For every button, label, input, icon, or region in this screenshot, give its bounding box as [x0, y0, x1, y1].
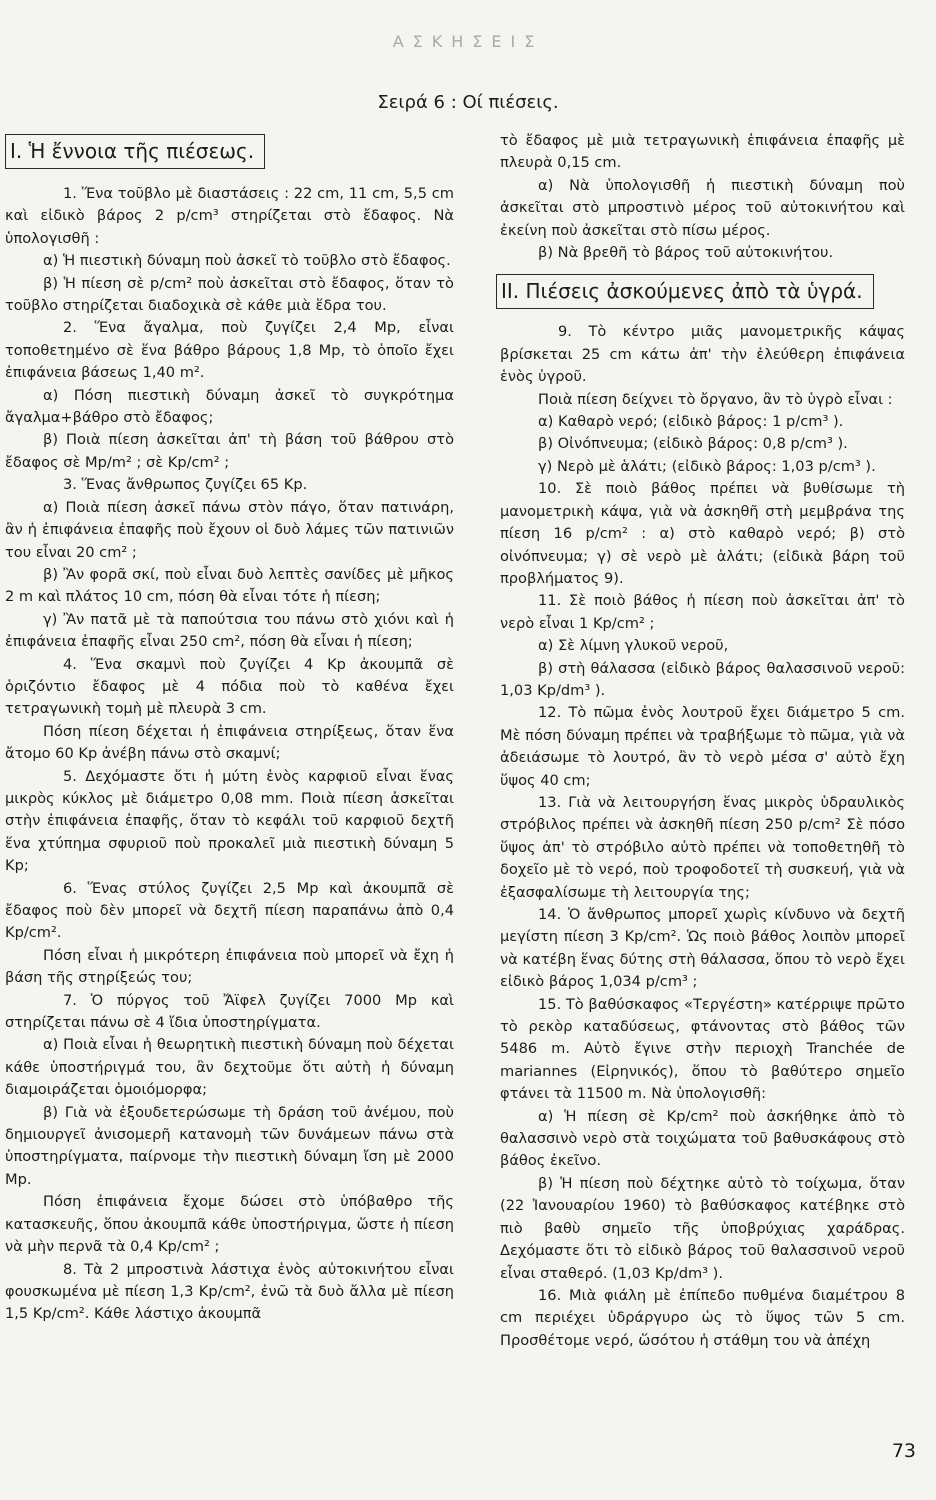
exercise-paragraph: 14. Ὁ ἄνθρωπος μπορεῖ χωρὶς κίνδυνο νὰ δεχτῆ μεγίστη πίεση 3 Kp/cm². Ὡς ποιὸ βάθος λοιπὸν μπορεῖ νὰ κατέβη ἕνας δύτης στὴ θάλασσα, ὅπου τὸ νερὸ ἔχει εἰδικὸ βάρος 1,034 p/cm³ ;	[500, 906, 905, 991]
page-header: ΑΣΚΗΣΕΙΣ	[392, 32, 544, 51]
exercise-paragraph: β) Νὰ βρεθῆ τὸ βάρος τοῦ αὐτοκινήτου.	[538, 244, 834, 262]
exercise-paragraph: β) Οἰνόπνευμα; (εἰδικὸ βάρος: 0,8 p/cm³ ).	[538, 435, 848, 453]
left-column	[5, 130, 454, 1326]
exercise-paragraph: 5. Δεχόμαστε ὅτι ἡ μύτη ἑνὸς καρφιοῦ εἶναι ἕνας μικρὸς κύκλος μὲ διάμετρο 0,08 mm. Ποιὰ πίεση ἀσκεῖται στὴν ἐπιφάνεια ἐπαφῆς, ὅταν τὸ κεφάλι τοῦ καρφιοῦ δεχτῆ ἕνα χτύπημα σφυριοῦ ποὺ προκαλεῖ μιὰ πιεστικὴ δύναμη 5 Kp;	[5, 767, 454, 875]
exercise-paragraph: β) Ἡ πίεση ποὺ δέχτηκε αὐτὸ τὸ τοίχωμα, ὅταν (22 Ἰανουαρίου 1960) τὸ βαθύσκαφος κατέβηκε στὸ πιὸ βαθὺ σημεῖο τῆς ὑποβρύχιας χαράδρας. Δεχόμαστε ὅτι τὸ εἰδικὸ βάρος τοῦ θαλασσινοῦ νεροῦ εἶναι σταθερό. (1,03 Kp/dm³ ).	[500, 1174, 905, 1282]
exercise-paragraph: 6. Ἕνας στύλος ζυγίζει 2,5 Mp καὶ ἀκουμπᾶ σὲ ἔδαφος ποὺ δὲν μπορεῖ νὰ δεχτῆ πίεση παραπάνω ἀπὸ 0,4 Kp/cm².	[5, 879, 454, 942]
section-title-1: Ι. Ἡ ἔννοια τῆς πιέσεως.	[5, 134, 265, 169]
exercise-paragraph: 3. Ἕνας ἄνθρωπος ζυγίζει 65 Kp.	[63, 476, 308, 494]
exercise-paragraph: τὸ ἔδαφος μὲ μιὰ τετραγωνικὴ ἐπιφάνεια ἐπαφῆς μὲ πλευρὰ 0,15 cm.	[500, 132, 905, 172]
exercise-paragraph: β) Ἡ πίεση σὲ p/cm² ποὺ ἀσκεῖται στὸ ἔδαφος, ὅταν τὸ τοῦβλο στηρίζεται διαδοχικὰ σὲ κάθε μιὰ ἕδρα του.	[5, 274, 454, 315]
exercise-paragraph: β) Ποιὰ πίεση ἀσκεῖται ἀπ' τὴ βάση τοῦ βάθρου στὸ ἔδαφος σὲ Mp/m² ; σὲ Kp/cm² ;	[5, 431, 454, 471]
exercise-paragraph: γ) Νερὸ μὲ ἁλάτι; (εἰδικὸ βάρος: 1,03 p/cm³ ).	[538, 457, 876, 475]
exercise-paragraph: 2. Ἕνα ἄγαλμα, ποὺ ζυγίζει 2,4 Mp, εἶναι τοποθετημένο σὲ ἕνα βάθρο βάρους 1,8 Mp, τὸ ὁποῖο ἔχει ἐπιφάνεια βάσεως 1,40 m².	[5, 319, 454, 382]
page-number: 73	[891, 1440, 916, 1462]
exercise-paragraph: 7. Ὁ πύργος τοῦ Ἄϊφελ ζυγίζει 7000 Mp καὶ στηρίζεται πάνω σὲ 4 ἴδια ὑποστηρίγματα.	[5, 991, 454, 1032]
exercise-paragraph: α) Ἡ πιεστικὴ δύναμη ποὺ ἀσκεῖ τὸ τοῦβλο στὸ ἔδαφος.	[43, 252, 451, 270]
exercise-paragraph: α) Ποιὰ πίεση ἀσκεῖ πάνω στὸν πάγο, ὅταν πατινάρη, ἂν ἡ ἐπιφάνεια ἐπαφῆς ποὺ ἔχουν οἱ δυὸ λάμες τῶν πατινιῶν του εἶναι 20 cm² ;	[5, 498, 454, 561]
exercise-paragraph: α) Σὲ λίμνη γλυκοῦ νεροῦ,	[538, 637, 729, 655]
exercise-paragraph: 16. Μιὰ φιάλη μὲ ἐπίπεδο πυθμένα διαμέτρου 8 cm περιέχει ὑδράργυρο ὡς τὸ ὕψος τῶν 5 cm. Προσθέτομε νερό, ὥσότου ἡ στάθμη του νὰ ἀπέχη	[500, 1286, 905, 1349]
exercise-paragraph: α) Καθαρὸ νερό; (εἰδικὸ βάρος: 1 p/cm³ ).	[538, 413, 844, 431]
exercise-paragraph: 10. Σὲ ποιὸ βάθος πρέπει νὰ βυθίσωμε τὴ μανομετρικὴ κάψα, γιὰ νὰ ἀσκηθῆ στὴ μεμβράνα της πίεση 16 p/cm² : α) στὸ καθαρὸ νερό; β) στὸ οἰνόπνευμα; γ) σὲ νερὸ μὲ ἁλάτι; (εἰδικὰ βάρη τοῦ προβλήματος 9).	[500, 480, 905, 587]
exercise-paragraph: 9. Τὸ κέντρο μιᾶς μανομετρικῆς κάψας βρίσκεται 25 cm κάτω ἀπ' τὴν ἐλεύθερη ἐπιφάνεια ἑνὸς ὑγροῦ.	[500, 323, 905, 386]
exercise-paragraph: α) Νὰ ὑπολογισθῆ ἡ πιεστικὴ δύναμη ποὺ ἀσκεῖται στὸ μπροστινὸ μέρος τοῦ αὐτοκινήτου καὶ ἐκείνη ποὺ ἀσκεῖται στὸ πίσω μέρος.	[500, 176, 905, 239]
section-title-2: ΙΙ. Πιέσεις ἀσκούμενες ἀπὸ τὰ ὑγρά.	[496, 274, 874, 309]
exercise-paragraph: β) Γιὰ νὰ ἐξουδετερώσωμε τὴ δράση τοῦ ἀνέμου, ποὺ δημιουργεῖ ἀνισομερῆ κατανομὴ τῶν δυνάμεων πάνω στὰ ὑποστηρίγματα, παίρνομε τὴν πιεστικὴ δύναμη ἴση μὲ 2000 Mp.	[5, 1103, 454, 1188]
exercise-paragraph: β) στὴ θάλασσα (εἰδικὸ βάρος θαλασσινοῦ νεροῦ: 1,03 Kp/dm³ ).	[500, 659, 905, 699]
series-title: Σειρά 6 : Οί πιέσεις.	[377, 92, 559, 113]
exercise-paragraph: α) Πόση πιεστικὴ δύναμη ἀσκεῖ τὸ συγκρότημα ἄγαλμα+βάθρο στὸ ἔδαφος;	[5, 386, 454, 427]
exercise-paragraph: 11. Σὲ ποιὸ βάθος ἡ πίεση ποὺ ἀσκεῖται ἀπ' τὸ νερὸ εἶναι 1 Kp/cm² ;	[500, 592, 905, 632]
exercise-paragraph: 13. Γιὰ νὰ λειτουργήση ἕνας μικρὸς ὑδραυλικὸς στρόβιλος πρέπει νὰ ἀσκηθῆ πίεση 250 p/cm² Σὲ πόσο ὕψος ἀπ' τὸ στρόβιλο αὐτὸ πρέπει νὰ τοποθετηθῆ τὸ δοχεῖο μὲ τὸ νερό, ποὺ τροφοδοτεῖ τὴ συσκευή, γιὰ νὰ ἐξασφαλίσωμε τὴ λειτουργία της;	[500, 793, 905, 901]
exercise-paragraph: 15. Τὸ βαθύσκαφος «Τεργέστη» κατέρριψε πρῶτο τὸ ρεκὸρ καταδύσεως, φτάνοντας στὸ βάθος τῶν 5486 m. Αὐτὸ ἔγινε στὴν περιοχὴ Tranchée de mariannes (Εἰρηνικός), ὅπου τὸ βαθύτερο σημεῖο φτάνει τὰ 11500 m. Νὰ ὑπολογισθῆ:	[500, 995, 905, 1103]
exercise-paragraph: Πόση ἐπιφάνεια ἔχομε δώσει στὸ ὑπόβαθρο τῆς κατασκευῆς, ὅπου ἀκουμπᾶ κάθε ὑποστήριγμα, ὥστε ἡ πίεση νὰ μὴν περνᾶ τὰ 0,4 Kp/cm² ;	[5, 1193, 454, 1256]
exercise-paragraph: 4. Ἕνα σκαμνὶ ποὺ ζυγίζει 4 Kp ἀκουμπᾶ σὲ ὁριζόντιο ἔδαφος μὲ 4 πόδια ποὺ τὸ καθένα ἔχει τετραγωνικὴ τομὴ μὲ πλευρὰ 3 cm.	[5, 655, 454, 718]
exercise-paragraph: 1. Ἕνα τοῦβλο μὲ διαστάσεις : 22 cm, 11 cm, 5,5 cm καὶ εἰδικὸ βάρος 2 p/cm³ στηρίζεται στὸ ἔδαφος. Νὰ ὑπολογισθῆ :	[5, 185, 454, 247]
right-column	[500, 130, 905, 1352]
exercise-paragraph: Πόση πίεση δέχεται ἡ ἐπιφάνεια στηρίξεως, ὅταν ἕνα ἄτομο 60 Kp ἀνέβη πάνω στὸ σκαμνί;	[5, 722, 454, 763]
exercise-paragraph: Πόση εἶναι ἡ μικρότερη ἐπιφάνεια ποὺ μπορεῖ νὰ ἔχη ἡ βάση τῆς στηρίξεώς του;	[5, 946, 454, 987]
exercise-paragraph: Ποιὰ πίεση δείχνει τὸ ὄργανο, ἂν τὸ ὑγρὸ εἶναι :	[538, 390, 893, 408]
exercise-paragraph: α) Ποιὰ εἶναι ἡ θεωρητικὴ πιεστικὴ δύναμη ποὺ δέχεται κάθε ὑποστήριγμά του, ἂν δεχτοῦμε ὅτι αὐτὴ ἡ δύναμη διαμοιράζεται ὁμοιόμορφα;	[5, 1036, 454, 1099]
exercise-paragraph: 12. Τὸ πῶμα ἑνὸς λουτροῦ ἔχει διάμετρο 5 cm. Μὲ πόση δύναμη πρέπει νὰ τραβήξωμε τὸ πῶμα, γιὰ νὰ ἀδειάσωμε τὸ λουτρό, ἂν τὸ νερὸ μέσα σ' αὐτὸ ἔχη ὕψος 40 cm;	[500, 704, 905, 789]
exercise-paragraph: β) Ἂν φορᾶ σκί, ποὺ εἶναι δυὸ λεπτὲς σανίδες μὲ μῆκος 2 m καὶ πλάτος 10 cm, πόση θὰ εἶναι τότε ἡ πίεση;	[5, 565, 454, 606]
exercise-paragraph: 8. Τὰ 2 μπροστινὰ λάστιχα ἑνὸς αὐτοκινήτου εἶναι φουσκωμένα μὲ πίεση 1,3 Kp/cm², ἐνῶ τὰ δυὸ ἄλλα μὲ πίεση 1,5 Kp/cm². Κάθε λάστιχο ἀκουμπᾶ	[5, 1260, 454, 1323]
exercise-paragraph: α) Ἡ πίεση σὲ Kp/cm² ποὺ ἀσκήθηκε ἀπὸ τὸ θαλασσινὸ νερὸ στὰ τοιχώματα τοῦ βαθυσκάφους στὸ βάθος ἐκεῖνο.	[500, 1107, 905, 1170]
exercise-paragraph: γ) Ἂν πατᾶ μὲ τὰ παπούτσια του πάνω στὸ χιόνι καὶ ἡ ἐπιφάνεια ἐπαφῆς εἶναι 250 cm², πόση θὰ εἶναι ἡ πίεση;	[5, 610, 454, 651]
